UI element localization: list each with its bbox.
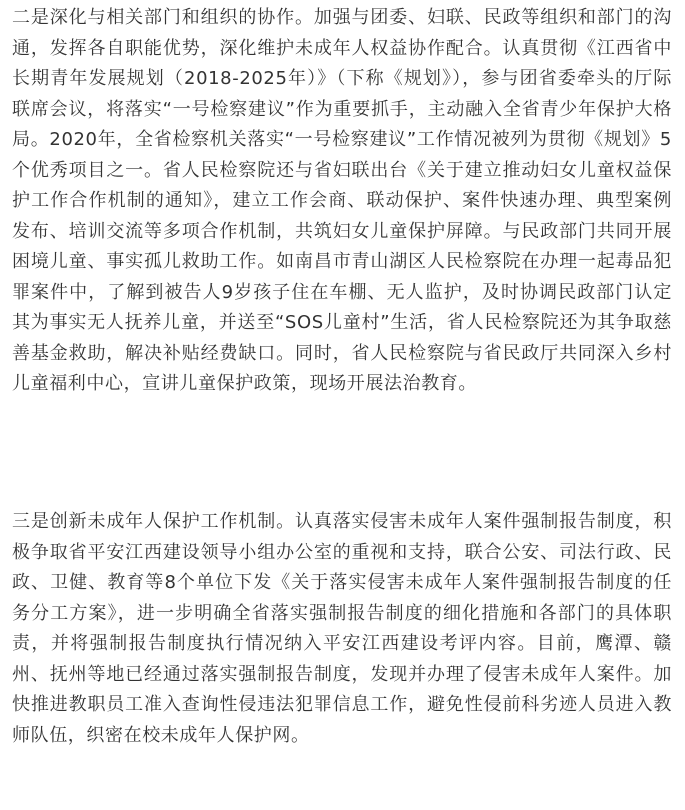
paragraph-collaboration: 二是深化与相关部门和组织的协作。加强与团委、妇联、民政等组织和部门的沟通，发挥各自职能优势，深化维护未成年人权益协作配合。认真贯彻《江西省中长期青年发展规划（2018-2025年）》（下称《规划》），参与团省委牵头的厅际联席会议，将落实“一号检察建议”作为重要抓手，主动融入全省青少年保护大格局。2020年，全省检察机关落实“一号检察建议”工作情况被列为贯彻《规划》5个优秀项目之一。省人民检察院还与省妇联出台《关于建立推动妇女儿童权益保护工作合作机制的通知》，建立工作会商、联动保护、案件快速办理、典型案例发布、培训交流等多项合作机制，共筑妇女儿童保护屏障。与民政部门共同开展困境儿童、事实孤儿救助工作。如南昌市青山湖区人民检察院在办理一起毒品犯罪案件中，了解到被告人9岁孩子住在车棚、无人监护，及时协调民政部门认定其为事实无人抚养儿童，并送至“SOS儿童村”生活，省人民检察院还为其争取慈善基金救助，解决补贴经费缺口。同时，省人民检察院与省民政厅共同深入乡村儿童福利中心，宣讲儿童保护政策，现场开展法治教育。 bbox=[12, 7, 672, 394]
paragraph-mechanism: 三是创新未成年人保护工作机制。认真落实侵害未成年人案件强制报告制度，积极争取省平安江西建设领导小组办公室的重视和支持，联合公安、司法行政、民政、卫健、教育等8个单位下发《关于落实侵害未成年人案件强制报告制度的任务分工方案》，进一步明确全省落实强制报告制度的细化措施和各部门的具体职责，并将强制报告制度执行情况纳入平安江西建设考评内容。目前，鹰潭、赣州、抚州等地已经通过落实强制报告制度，发现并办理了侵害未成年人案件。加快推进教职员工准入查询性侵违法犯罪信息工作，避免性侵前科劣迹人员进入教师队伍，织密在校未成年人保护网。 bbox=[12, 511, 672, 746]
